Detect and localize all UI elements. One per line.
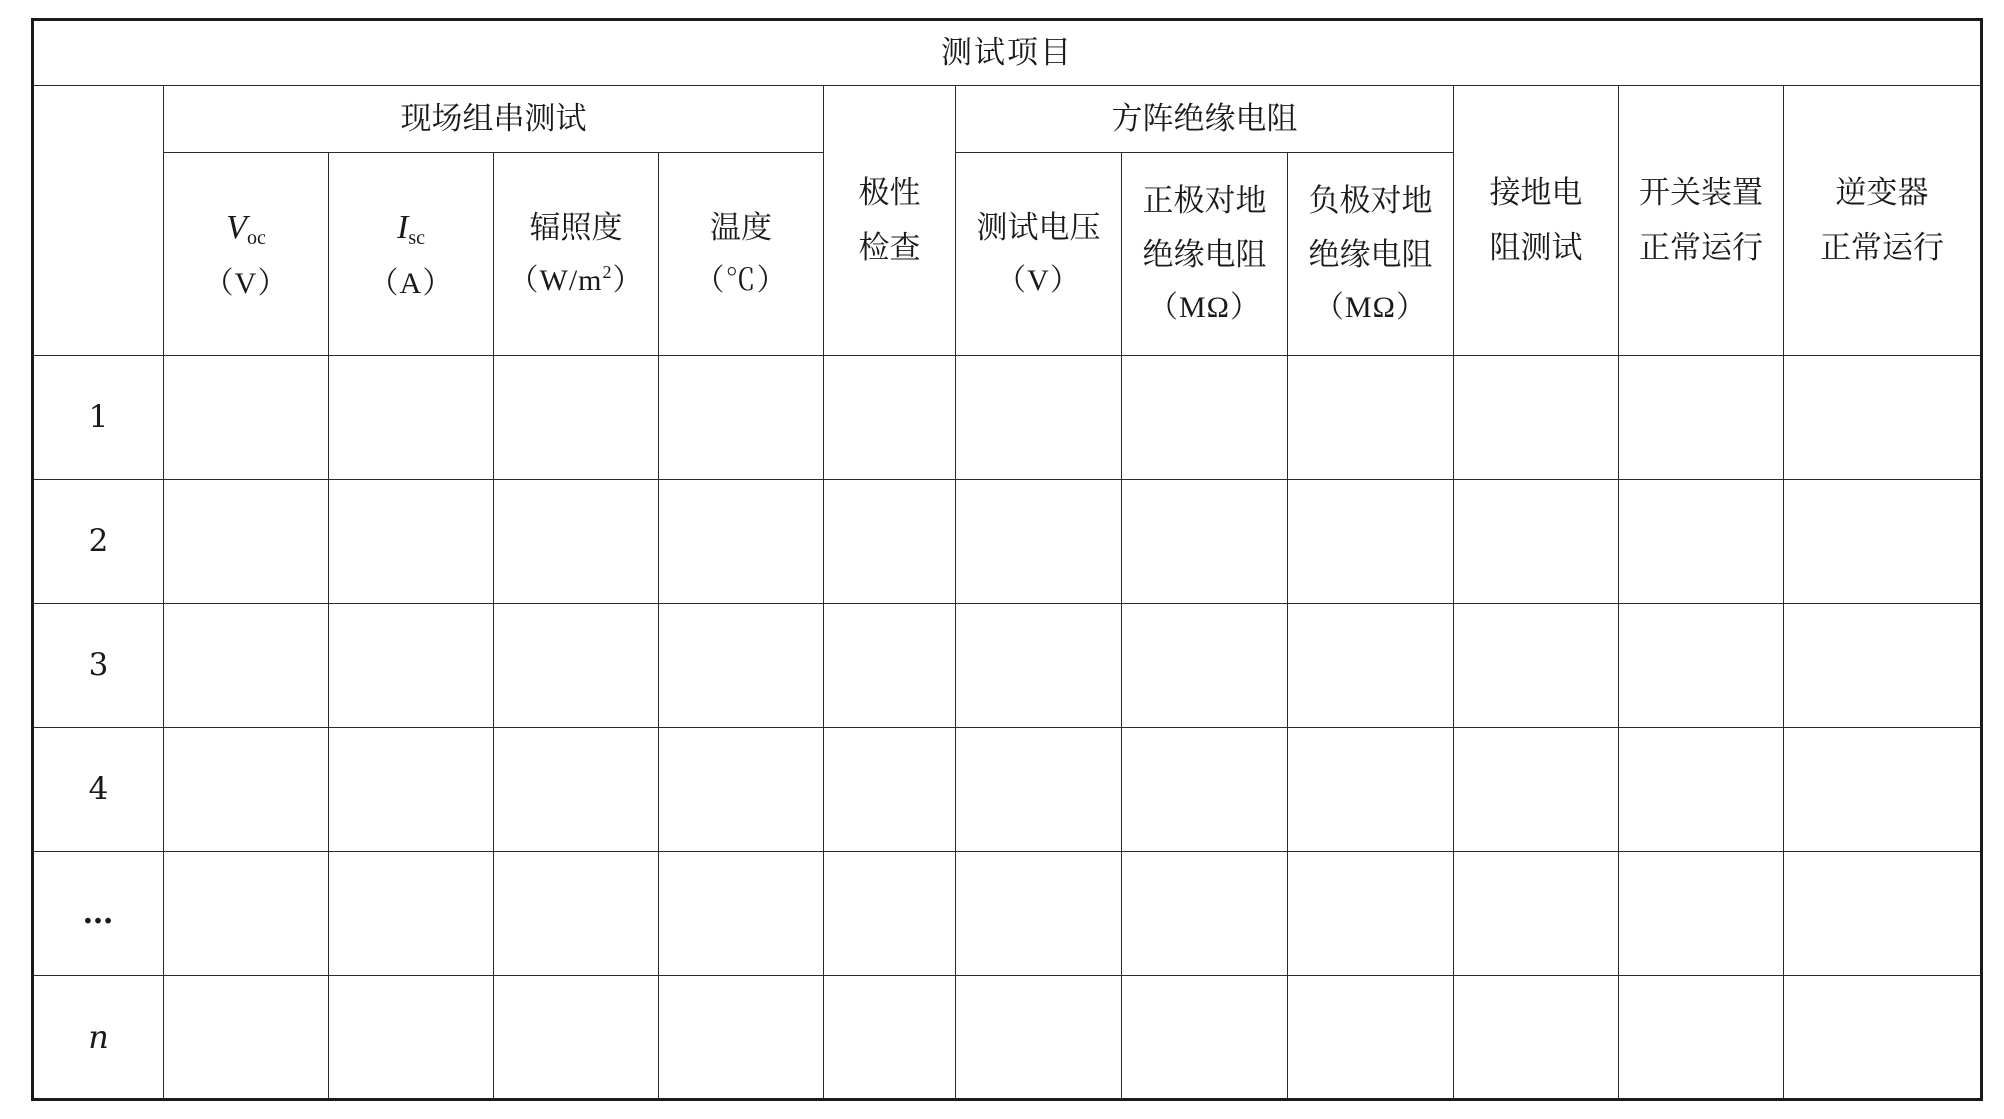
data-cell[interactable] — [1784, 852, 1982, 976]
data-cell[interactable] — [1454, 356, 1619, 480]
data-cell[interactable] — [1454, 852, 1619, 976]
header-switchgear-line2: 正常运行 — [1639, 229, 1763, 266]
row-number: 4 — [33, 728, 164, 852]
header-inverter-line1: 逆变器 — [1835, 175, 1929, 212]
data-cell[interactable] — [329, 852, 494, 976]
header-voc-unit: （V） — [203, 266, 289, 300]
data-cell[interactable] — [1454, 728, 1619, 852]
data-cell[interactable] — [1122, 728, 1288, 852]
header-grounding-line1: 接地电 — [1489, 175, 1583, 212]
header-positive-insulation-line1: 正极对地 — [1142, 182, 1267, 219]
data-cell[interactable] — [494, 728, 659, 852]
data-cell[interactable] — [329, 480, 494, 604]
data-cell[interactable] — [1288, 480, 1454, 604]
data-cell[interactable] — [494, 852, 659, 976]
data-cell[interactable] — [1619, 852, 1784, 976]
header-switchgear — [1619, 86, 1784, 356]
data-cell[interactable] — [1454, 604, 1619, 728]
test-record-form — [31, 18, 1980, 1100]
data-cell[interactable] — [1454, 976, 1619, 1100]
data-cell[interactable] — [329, 356, 494, 480]
data-cell[interactable] — [824, 480, 956, 604]
row-number: n — [33, 976, 164, 1100]
data-cell[interactable] — [329, 976, 494, 1100]
table-row — [33, 852, 1982, 976]
header-grounding-line2: 阻测试 — [1489, 229, 1583, 266]
header-polarity-line2: 检查 — [858, 229, 921, 266]
header-negative-insulation-unit: （MΩ） — [1314, 291, 1427, 324]
data-cell[interactable] — [1122, 852, 1288, 976]
table-row — [33, 356, 1982, 480]
header-isc — [329, 153, 494, 356]
group-header-array-insulation: 方阵绝缘电阻 — [956, 86, 1454, 153]
test-items-table — [31, 18, 1983, 1101]
header-polarity-line1: 极性 — [858, 175, 921, 212]
header-temperature-unit: （℃） — [694, 263, 788, 297]
data-cell[interactable] — [1122, 604, 1288, 728]
data-cell[interactable] — [659, 356, 824, 480]
data-cell[interactable] — [164, 852, 329, 976]
data-cell[interactable] — [494, 976, 659, 1100]
data-cell[interactable] — [1288, 728, 1454, 852]
header-temperature — [659, 153, 824, 356]
table-row — [33, 604, 1982, 728]
header-negative-insulation-line2: 绝缘电阻 — [1308, 236, 1433, 273]
data-cell[interactable] — [659, 604, 824, 728]
data-cell[interactable] — [164, 356, 329, 480]
header-test-voltage-label: 测试电压 — [976, 209, 1101, 246]
data-cell[interactable] — [1619, 356, 1784, 480]
data-cell[interactable] — [956, 604, 1122, 728]
data-cell[interactable] — [1784, 356, 1982, 480]
row-number: 3 — [33, 604, 164, 728]
data-cell[interactable] — [494, 480, 659, 604]
data-cell[interactable] — [1288, 852, 1454, 976]
data-cell[interactable] — [494, 604, 659, 728]
row-number: 1 — [33, 356, 164, 480]
header-isc-unit: （A） — [368, 266, 454, 300]
data-cell[interactable] — [824, 976, 956, 1100]
data-cell[interactable] — [164, 728, 329, 852]
data-cell[interactable] — [956, 852, 1122, 976]
row-number: … — [33, 852, 164, 976]
data-cell[interactable] — [659, 976, 824, 1100]
data-cell[interactable] — [164, 480, 329, 604]
data-cell[interactable] — [659, 728, 824, 852]
data-cell[interactable] — [1784, 480, 1982, 604]
data-cell[interactable] — [164, 976, 329, 1100]
table-row — [33, 728, 1982, 852]
data-cell[interactable] — [1784, 604, 1982, 728]
data-cell[interactable] — [1619, 604, 1784, 728]
group-header-string-test: 现场组串测试 — [164, 86, 824, 153]
data-cell[interactable] — [1619, 480, 1784, 604]
data-cell[interactable] — [1288, 356, 1454, 480]
table-row — [33, 480, 1982, 604]
data-cell[interactable] — [494, 356, 659, 480]
data-cell[interactable] — [1288, 604, 1454, 728]
header-irradiance — [494, 153, 659, 356]
header-polarity-check — [824, 86, 956, 356]
data-cell[interactable] — [329, 604, 494, 728]
data-cell[interactable] — [1619, 728, 1784, 852]
header-negative-insulation-line1: 负极对地 — [1308, 182, 1433, 219]
data-cell[interactable] — [1454, 480, 1619, 604]
table-row — [33, 976, 1982, 1100]
header-test-voltage-unit: （V） — [996, 263, 1081, 297]
data-cell[interactable] — [1784, 728, 1982, 852]
data-cell[interactable] — [659, 480, 824, 604]
data-cell[interactable] — [1122, 356, 1288, 480]
data-cell[interactable] — [164, 604, 329, 728]
header-test-voltage — [956, 153, 1122, 356]
header-temperature-label: 温度 — [710, 209, 772, 246]
data-cell[interactable] — [1619, 976, 1784, 1100]
header-voc-symbol: $V_{oc}$ — [226, 209, 266, 249]
data-cell[interactable] — [1122, 976, 1288, 1100]
data-cell[interactable] — [956, 728, 1122, 852]
data-cell[interactable] — [824, 604, 956, 728]
header-irradiance-unit: $(W/m^2)$ — [508, 261, 644, 297]
data-cell[interactable] — [1288, 976, 1454, 1100]
header-irradiance-label: 辐照度 — [529, 209, 623, 246]
data-cell[interactable] — [329, 728, 494, 852]
data-cell[interactable] — [956, 356, 1122, 480]
data-cell[interactable] — [1784, 976, 1982, 1100]
table-title: 测试项目 — [33, 20, 1982, 86]
header-inverter — [1784, 86, 1982, 356]
data-cell[interactable] — [824, 852, 956, 976]
header-switchgear-line1: 开关装置 — [1639, 175, 1763, 212]
header-isc-symbol: $I_{sc}$ — [397, 209, 425, 249]
data-cell[interactable] — [1122, 480, 1288, 604]
header-positive-insulation — [1122, 153, 1288, 356]
header-grounding-test — [1454, 86, 1619, 356]
row-number: 2 — [33, 480, 164, 604]
data-cell[interactable] — [956, 480, 1122, 604]
header-negative-insulation — [1288, 153, 1454, 356]
data-cell[interactable] — [659, 852, 824, 976]
data-cell[interactable] — [956, 976, 1122, 1100]
header-inverter-line2: 正常运行 — [1820, 229, 1944, 266]
header-positive-insulation-unit: （MΩ） — [1148, 291, 1261, 324]
data-cell[interactable] — [824, 356, 956, 480]
header-voc — [164, 153, 329, 356]
corner-cell — [33, 86, 164, 356]
header-positive-insulation-line2: 绝缘电阻 — [1142, 236, 1267, 273]
data-cell[interactable] — [824, 728, 956, 852]
